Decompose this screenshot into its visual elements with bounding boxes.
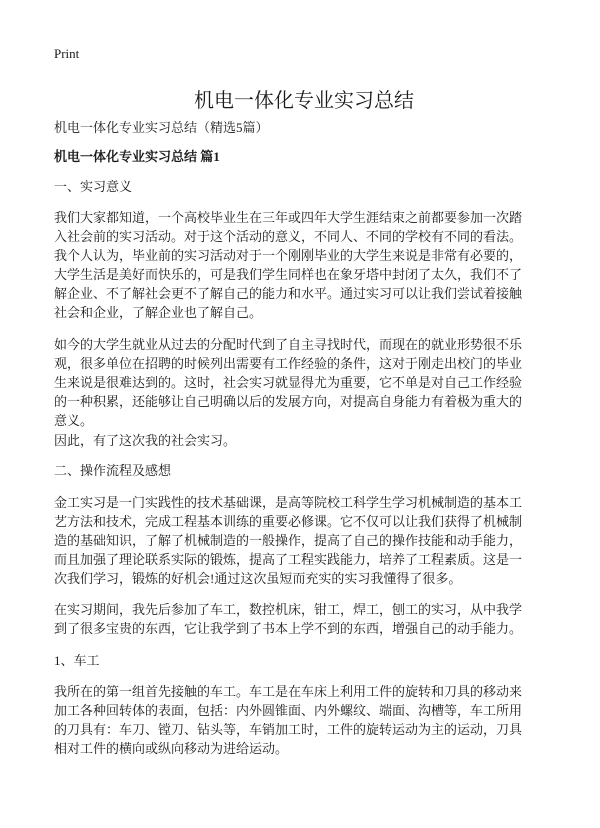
text-line: 而且加强了理论联系实际的锻炼，提高了工程实践能力，培养了工程素质。这是一 (54, 552, 523, 567)
paragraph (54, 335, 522, 430)
text-line: 相对工件的横向或纵向移动为进给运动。 (54, 741, 289, 756)
text-line: 意义。 (54, 413, 94, 428)
text-line: 的一种积累，还能够让自己明确以后的发展方向，对提高自身能力有着极为重大的 (54, 394, 523, 409)
text-line: 观，很多单位在招聘的时候列出需要有工作经验的条件，这对于刚走出校门的毕业 (54, 356, 523, 371)
text-line: 到了很多宝贵的东西，它让我学到了书本上学不到的东西，增强自己的动手能力。 (54, 621, 523, 636)
text-line: 我所在的第一组首先接触的车工。车工是在车床上利用工件的旋转和刀具的移动来 (54, 684, 523, 699)
print-label: Print (54, 46, 80, 61)
section-heading: 1、车工 (54, 653, 100, 668)
text-line: 我们大家都知道，一个高校毕业生在三年或四年大学生涯结束之前都要参加一次踏 (54, 210, 523, 225)
text-line: 生来说是很难达到的。这时，社会实习就显得尤为重要，它不单是对自己工作经验 (54, 375, 523, 390)
text-line: 社会和企业，了解企业也了解自己。 (54, 305, 263, 320)
paragraph (54, 600, 522, 638)
text-line: 艺方法和技术，完成工程基本训练的重要必修课。它不仅可以让我们获得了机械制 (54, 514, 523, 529)
paragraph (54, 493, 522, 588)
text-line: 加工各种回转体的表面，包括：内外圆锥面、内外螺纹、端面、沟槽等，车工所用 (54, 703, 523, 718)
section-heading: 一、实习意义 (54, 179, 133, 194)
paragraph (54, 431, 236, 450)
text-line: 金工实习是一门实践性的技术基础课，是高等院校工科学生学习机械制造的基本工 (54, 495, 523, 510)
paragraph (54, 682, 522, 758)
text-line: 的刀具有：车刀、镗刀、钻头等，车销加工时，工件的旋转运动为主的运动，刀具 (54, 722, 523, 737)
text-line: 造的基础知识，了解了机械制造的一般操作，提高了自己的操作技能和动手能力， (54, 533, 523, 548)
text-line: 解企业、不了解社会更不了解自己的能力和水平。通过实习可以让我们尝试着接触 (54, 286, 523, 301)
subtitle: 机电一体化专业实习总结（精选5篇） (54, 120, 269, 135)
text-line: 次我们学习，锻炼的好机会!通过这次虽短而充实的实习我懂得了很多。 (54, 571, 462, 586)
text-line: 因此，有了这次我的社会实习。 (54, 433, 237, 448)
paragraph (54, 208, 522, 322)
text-line: 入社会前的实习活动。对于这个活动的意义，不同人、不同的学校有不同的看法。 (54, 229, 523, 244)
text-line: 在实习期间，我先后参加了车工，数控机床，钳工，焊工，刨工的实习，从中我学 (54, 602, 523, 617)
section-heading: 二、操作流程及感想 (54, 463, 172, 478)
text-line: 我个人认为，毕业前的实习活动对于一个刚刚毕业的大学生来说是非常有必要的， (54, 248, 523, 263)
text-line: 如今的大学生就业从过去的分配时代到了自主寻找时代，而现在的就业形势很不乐 (54, 337, 523, 352)
text-line: 大学生活是美好而快乐的，可是我们学生同样也在象牙塔中封闭了太久，我们不了 (54, 267, 523, 282)
article-heading: 机电一体化专业实习总结 篇1 (54, 149, 220, 164)
document-title: 机电一体化专业实习总结 (194, 88, 414, 112)
